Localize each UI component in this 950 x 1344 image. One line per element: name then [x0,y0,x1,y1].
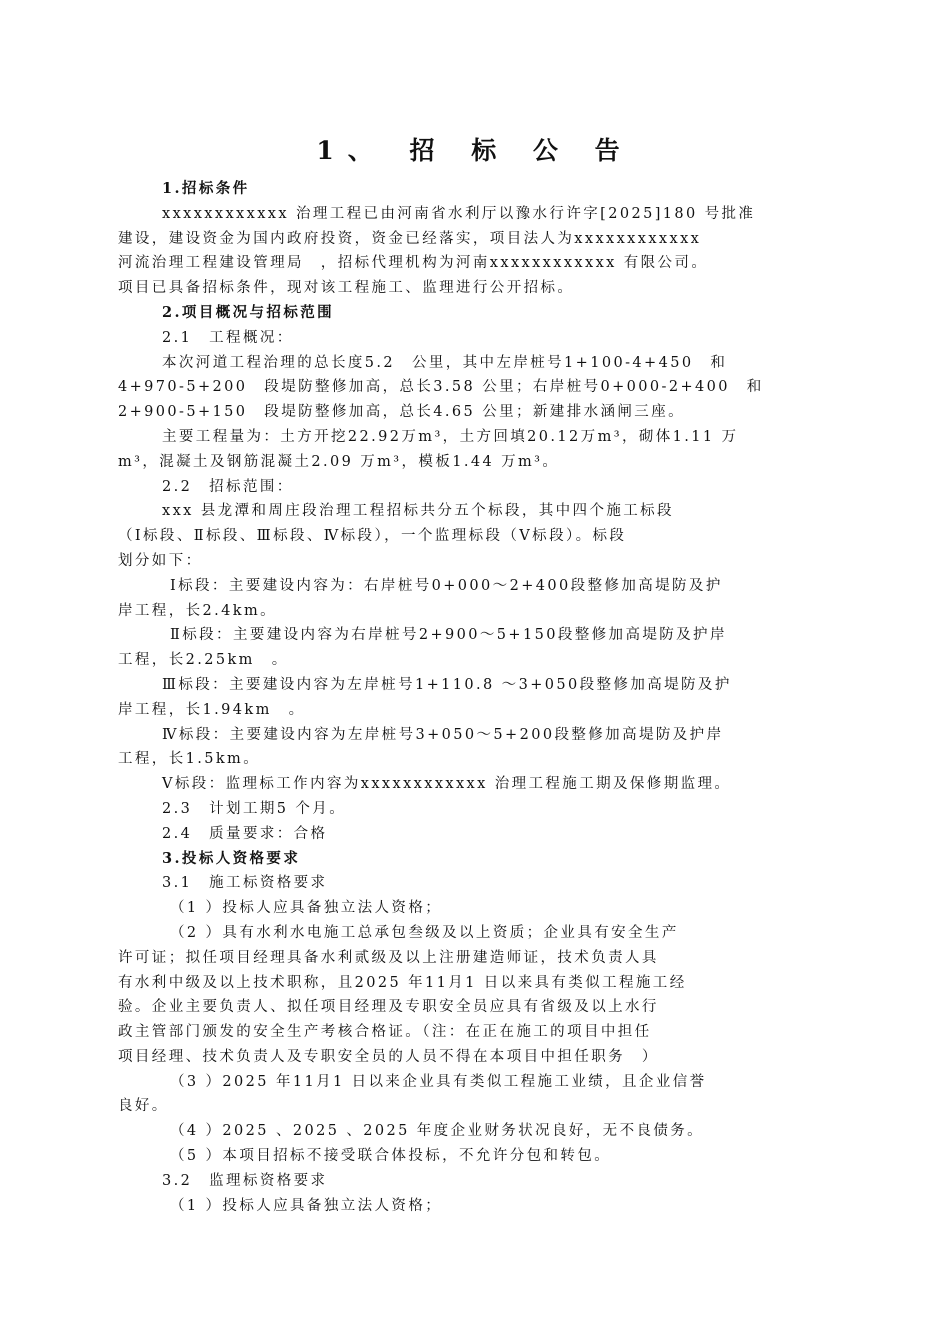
paragraph-line: 划分如下： [118,552,203,569]
subsection-heading: 2.3 计划工期5 个月。 [162,800,347,817]
paragraph-line: 本次河道工程治理的总长度5.2 公里，其中左岸桩号1+100-4+450 和 [162,354,728,371]
subsection-heading: 2.4 质量要求：合格 [162,825,328,842]
paragraph-line: 有水利中级及以上技术职称，且2025 年11月1 日以来具有类似工程施工经 [118,974,687,991]
paragraph-line: 4+970-5+200 段堤防整修加高，总长3.58 公里；右岸桩号0+000-2+400 和 [118,379,764,396]
paragraph-line: 验。企业主要负责人、拟任项目经理及专职安全员应具有省级及以上水行 [118,999,659,1016]
requirement-item: （5 ）本项目招标不接受联合体投标，不允许分包和转包。 [170,1148,612,1165]
paragraph-line: 岸工程，长1.94km 。 [118,701,306,718]
section-heading-1: 1.招标条件 [162,180,250,197]
paragraph-line: 项目经理、技术负责人及专职安全员的人员不得在本项目中担任职务 ） [118,1048,659,1065]
paragraph-line: m³，混凝土及钢筋混凝土2.09 万m³，模板1.44 万m³。 [118,453,560,470]
paragraph-line: 项目已具备招标条件，现对该工程施工、监理进行公开招标。 [118,280,575,297]
subsection-heading: 3.2 监理标资格要求 [162,1172,328,1189]
subsection-heading: 2.2 招标范围： [162,478,294,495]
section-heading-2: 2.项目概况与招标范围 [162,303,335,321]
section-heading-3: 3.投标人资格要求 [162,849,301,867]
requirement-item: （3 ）2025 年11月1 日以来企业具有类似工程施工业绩，且企业信誉 [170,1073,707,1090]
subsection-heading: 3.1 施工标资格要求 [162,875,328,892]
lot-item: Ⅲ标段：主要建设内容为左岸桩号1+110.8 ～3+050段整修加高堤防及护 [162,676,732,693]
paragraph-line: 工程，长1.5km。 [118,751,261,768]
lot-item: Ⅱ标段：主要建设内容为右岸桩号2+900～5+150段整修加高堤防及护岸 [170,627,727,644]
lot-item: Ⅳ标段：主要建设内容为左岸桩号3+050～5+200段整修加高堤防及护岸 [162,726,724,743]
lot-item: Ⅰ标段：主要建设内容为：右岸桩号0+000～2+400段整修加高堤防及护 [170,577,723,594]
paragraph-line: 岸工程，长2.4km。 [118,602,277,619]
paragraph-line: 建设，建设资金为国内政府投资，资金已经落实，项目法人为xxxxxxxxxxxx [118,230,702,247]
requirement-item: （1 ）投标人应具备独立法人资格； [170,900,443,917]
requirement-item: （1 ）投标人应具备独立法人资格； [170,1197,443,1214]
paragraph-line: 河流治理工程建设管理局 ，招标代理机构为河南xxxxxxxxxxxx 有限公司。 [118,255,709,272]
document-body [118,177,834,1218]
paragraph-line: 2+900-5+150 段堤防整修加高，总长4.65 公里；新建排水涵闸三座。 [118,404,685,421]
paragraph-line: 许可证；拟任项目经理具备水利贰级及以上注册建造师证，技术负责人具 [118,949,659,966]
paragraph-line: 良好。 [118,1098,169,1115]
paragraph-line: xxx 县龙潭和周庄段治理工程招标共分五个标段，其中四个施工标段 [162,503,674,520]
paragraph-line: xxxxxxxxxxxx 治理工程已由河南省水利厅以豫水行许字[2025]180 号批准 [162,205,756,222]
paragraph-line: 政主管部门颁发的安全生产考核合格证。（注：在正在施工的项目中担任 [118,1024,652,1041]
page-title: 1、 招 标 公 告 [316,136,634,165]
paragraph-line: （Ⅰ标段、Ⅱ标段、Ⅲ标段、Ⅳ标段），一个监理标段（Ⅴ标段）。标段 [118,528,627,545]
lot-item: Ⅴ标段：监理标工作内容为xxxxxxxxxxxx 治理工程施工期及保修期监理。 [162,776,732,793]
subsection-heading: 2.1 工程概况： [162,329,294,346]
paragraph-line: 工程，长2.25km 。 [118,652,289,669]
requirement-item: （4 ）2025 、2025 、2025 年度企业财务状况良好，无不良债务。 [170,1123,705,1140]
requirement-item: （2 ）具有水利水电施工总承包叁级及以上资质；企业具有安全生产 [170,924,679,941]
paragraph-line: 主要工程量为：土方开挖22.92万m³，土方回填20.12万m³，砌体1.11 万 [162,428,739,445]
